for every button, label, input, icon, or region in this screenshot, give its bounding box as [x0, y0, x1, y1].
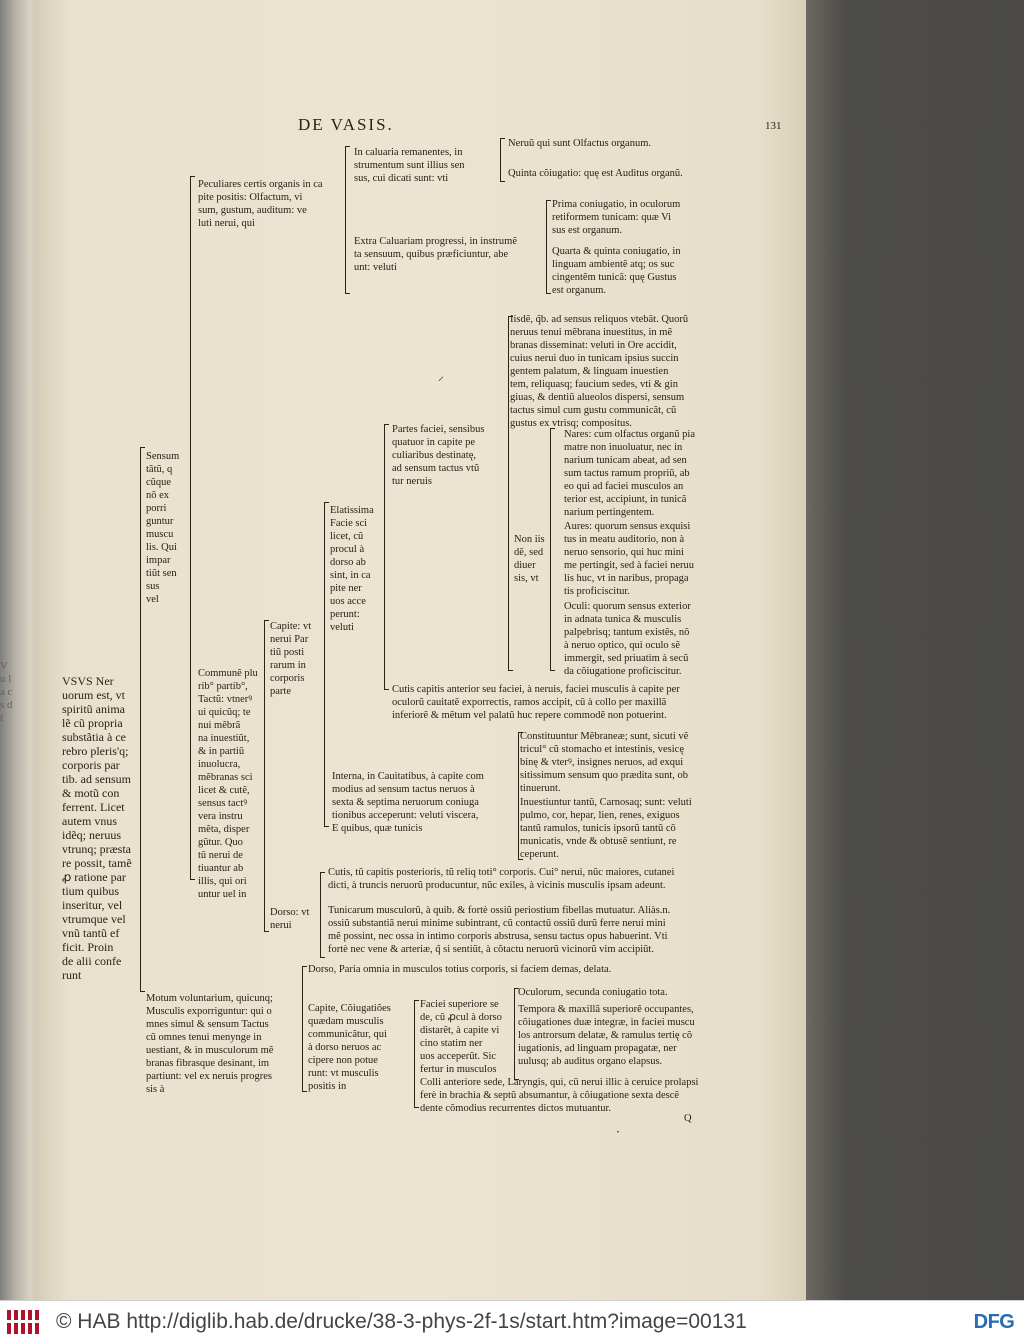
page-shadow	[806, 0, 1024, 1300]
capite-text: Capite: vt nerui Par tiũ posti rarum in corporis parte	[270, 621, 312, 697]
aures-text: Aures: quorum sensus exquisi tus in meatu auditorio, non à neruo sensorio, qui huc mini me pertingit, sed à faciei neruu lis huc, vt in naribus, propaga tis proficiscitur.	[564, 521, 695, 597]
motum-text: Motum voluntarium, quicunq; Musculis exporriguntur: qui o mnes simul & sensum Tactus cũ omnes tenui menynge in uestiant, & in musculorum mẽ branas fibrasque desinant, im partiunt: vel ex neruis progres sis à	[146, 993, 274, 1095]
quinta-text: Quinta cõiugatio: quę est Auditus organũ.	[508, 168, 683, 179]
left-page-fragment: V u l a c s d t	[0, 660, 13, 724]
nares-text: Nares: cum olfactus organũ pia matre non inuoluatur, nec in narium tunicam abeat, ad sen sum tactus ramum propriũ, ab eo qui ad faciei musculos an terior est, accipiunt, in tunicã narium pertingentem.	[564, 429, 696, 518]
capite-coiugationes-text: Capite, Cõiugatiões quædam musculis communicãtur, qui à dorso neruos ac cipere non potue runt: vt musculis positis in	[308, 1003, 391, 1092]
iisdem-text: Iisdẽ, q̃b. ad sensus reliquos vtebãt. Quorũ neruus tenui mẽbrana inuestitus, in mẽ branas disseminat: veluti in Ore accidit, cuius nerui duo in tunicam ipsius succin gentem palatum, & linguam inuestien tem, reliquasq; faucium sedes, vti & gin giuas, & dentiũ alueolos dispersi, sensum tactus simul cum gustu communicãt, cũ gustus ex vtrisq; compositus.	[510, 314, 689, 429]
quarta-text: Quarta & quinta coniugatio, in linguam ambientẽ atq; os suc cingentẽm tunicã: quę Gustus est organum.	[552, 246, 681, 296]
non-iisdem-text: Non iis dẽ, sed diuer sis, vt	[514, 534, 545, 584]
dorso-paria-text: Dorso, Paria omnia in musculos totius corporis, si faciem demas, delata.	[308, 964, 612, 975]
tempora-text: Tempora & maxillã superiorẽ occupantes, cõiugationes duæ integræ, in faciei muscu los antrorsum delatæ, & ramulus tertię cõ iugationis, ad linguam propagatæ, ner uulusq; ab auditus organo elapsus.	[518, 1004, 695, 1067]
dfg-logo: DFG	[973, 1311, 1015, 1333]
faciei-text: Faciei superiore se de, cũ ꝓcul à dorso distarẽt, à capite vi cino statim ner uos acceperũt. Sic fertur in musculos	[420, 999, 502, 1075]
brace-motum	[302, 966, 303, 1092]
brace-non-iisdem	[550, 428, 551, 671]
inuestiuntur-text: Inuestiuntur tantũ, Carnosaq; sunt: veluti pulmo, cor, hepar, lien, renes, exiguos tantũ ramulos, tunicis ipsorũ tantũ cõ municatis, vnde & obtusẽ sentiunt, re ceperunt.	[520, 797, 692, 860]
extra-text: Extra Caluariam progressi, in instrumẽ ta sensuum, quibus præficiuntur, abe unt: veluti	[354, 236, 518, 273]
brace-peculiares	[345, 146, 346, 294]
brace-communem	[264, 620, 265, 932]
brace-interna	[518, 732, 519, 860]
oculi-text: Oculi: quorum sensus exterior in adnata tunica & musculis palpebrisq; tantum existẽs, nõ à neruo optico, qui oculo sẽ immergit, sed priuatim à secũ da cõiugatione proficiscitur.	[564, 601, 691, 677]
hab-logo-icon	[6, 1308, 46, 1336]
brace-capite	[324, 502, 325, 827]
brace-dorso	[320, 872, 321, 958]
oculorum-text: Oculorum, secunda coniugatio tota.	[518, 987, 668, 998]
constituuntur-text: Constituuntur Mẽbraneæ; sunt, sicuti vẽ tricul° cũ stomacho et intestinis, vesicę binę & vterꝰ, insignes neruos, ad exqui sitissimum sensum quo prædita sunt, ob tinuerunt.	[520, 731, 689, 794]
book-page	[38, 0, 806, 1300]
catchword: Q	[684, 1113, 692, 1124]
colli-text: Colli anteriore sede, Laryngis, qui, cũ nerui illic à ceruice prolapsi ferè in brachia & septũ absumantur, à cõiugatione sexta descẽ dente cõmodius recurrentes dictos mutuantur.	[420, 1077, 699, 1114]
tunicarum-text: Tunicarum musculorũ, à quib. & fortè ossiũ periostium fibellas mutuatur. Aliàs.n. ossiũ substantiã nerui minime subintrant, cũ contactũ ossiũ durũ ferre nerui mini mẽ possint, nec ossa in intimo corporis abstrusa, sensu tactus opus habuerint. Vti fortè nec vene & arteriæ, q̃ si sentiũt, à cõtactu neruorũ vicinorũ vim accipiũt.	[328, 905, 671, 955]
usus-text: VSVS Ner uorum est, vt spiritũ anima lẽ cũ propria substãtia à ce rebro pleris'q; corporis par tib. ad sensum & motũ con ferrent. Licet autem vnus idẽq; neruus vtrunq; præsta re possit, tamẽ ꝓ ratione par tium quibus inseritur, vel vtrumque vel vnũ tantũ ef ficit. Proin de alii confe runt	[62, 674, 132, 982]
elatissima-text: Elatissima Facie sci licet, cũ procul à dorso ab sint, in ca pite ner uos acce perunt: veluti	[330, 505, 374, 633]
footer-bar	[0, 1300, 1024, 1344]
brace-extra	[546, 200, 547, 294]
interna-text: Interna, in Cauitatibus, à capite com modius ad sensum tactus neruos à sexta & septima neruorum coniuga tionibus acceperunt: veluti viscera, E quibus, quæ tunicis	[332, 771, 484, 834]
ink-dot: ·	[616, 1125, 620, 1139]
peculiares-text: Peculiares certis organis in ca pite positis: Olfactum, vi sum, gustum, auditum: ve luti nerui, qui	[198, 179, 323, 229]
neruus-olfactus-text: Neruũ qui sunt Olfactus organum.	[508, 138, 651, 149]
cutis-anterior-text: Cutis capitis anterior seu faciei, à neruis, faciei musculis à capite per oculorũ cauitatẽ exporrectis, ramos accipit, cũ à collo per maxillã inferiorẽ & mẽtum vel palatũ huc repere commodẽ non potuerint.	[392, 684, 680, 721]
sensum-text: Sensum tãtũ, q cũque nõ ex porri guntur muscu lis. Qui impar tiũt sen sus vel	[146, 451, 180, 605]
left-page-edge	[0, 0, 40, 1300]
brace-sensum	[190, 176, 191, 880]
ink-mark: ⸝	[438, 369, 445, 383]
in-caluaria-text: In caluaria remanentes, in strumentum sunt illius sen sus, cui dicati sunt: vti	[354, 147, 465, 184]
page-number: 131	[765, 120, 782, 132]
brace-caluaria	[500, 138, 501, 182]
prima-text: Prima coniugatio, in oculorum retiformem tunicam: quæ Vi sus est organum.	[552, 199, 681, 236]
page-heading: DE VASIS.	[298, 115, 394, 134]
brace-capite-coiug	[414, 1000, 415, 1108]
communem-text: Communẽ plu rib° partib°, Tactũ: vtnerꝰ ui quicũq; te nui mẽbrã na inuestiũt, & in partiũ inuolucra, mẽbranas sci licet & cutẽ, sensus tactꝰ vera instru mẽta, disper gũtur. Quo tũ nerui de tiuantur ab illis, qui ori untur uel in	[198, 668, 258, 900]
dorso-nerui-text: Dorso: vt nerui	[270, 907, 310, 931]
brace-faciei	[514, 988, 515, 1080]
cutis-posterior-text: Cutis, tũ capitis posterioris, tũ reliq toti° corporis. Cui° nerui, nũc maiores, cutanei dicti, à truncis neruorũ producuntur, nũc exiles, à vicinis musculis ipsam adeunt.	[328, 867, 675, 891]
brace-elatissima	[384, 424, 385, 690]
partes-text: Partes faciei, sensibus quatuor in capite pe culiaribus destinatę, ad sensum tactus vtũ tur neruis	[392, 424, 485, 487]
source-link[interactable]: © HAB http://diglib.hab.de/drucke/38-3-phys-2f-1s/start.htm?image=00131	[56, 1310, 747, 1333]
brace-main	[140, 447, 141, 992]
brace-partes	[508, 316, 509, 671]
